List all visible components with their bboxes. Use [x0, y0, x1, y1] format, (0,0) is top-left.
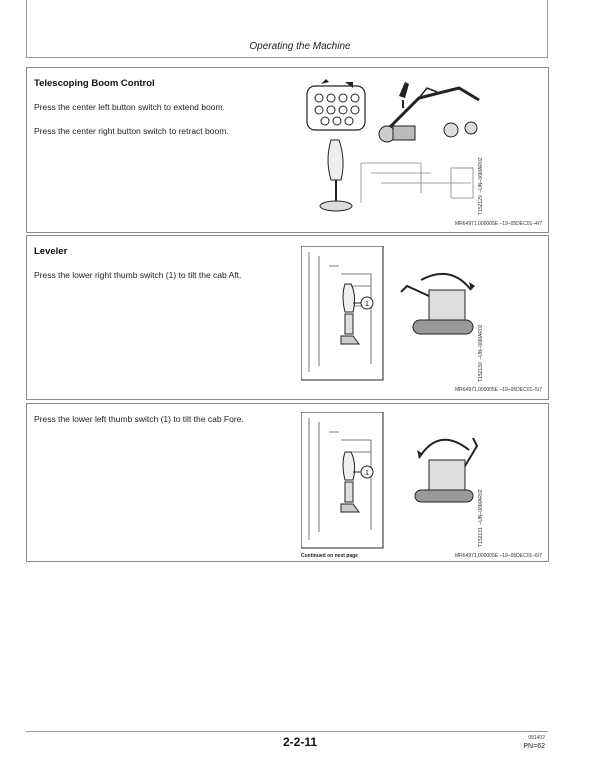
callout-number: 1	[365, 470, 369, 477]
page-number: 2-2-11	[282, 735, 318, 749]
reference-code: MR64971,000005E –19–05DEC01–4/7	[454, 221, 542, 227]
page-header-title: Operating the Machine	[249, 41, 351, 52]
section-title: Telescoping Boom Control	[34, 78, 155, 89]
section-leveler-fore	[26, 403, 549, 562]
figure-code: T152131 –UN–06MAR02	[478, 489, 484, 547]
section-title: Leveler	[34, 246, 68, 257]
section-telescoping-boom	[26, 67, 549, 233]
callout-number: 1	[365, 301, 369, 308]
reference-code: MR64971,000005E –19–05DEC01–6/7	[454, 553, 542, 559]
figure-code: T152130 –UN–06MAR02	[478, 324, 484, 382]
leveler-fore-illustration	[301, 412, 501, 550]
footer-code: 081402	[528, 735, 545, 741]
paragraph: Press the center right button switch to retract boom.	[34, 126, 229, 136]
paragraph: Press the lower right thumb switch (1) to tilt the cab Aft.	[34, 270, 242, 280]
figure-code: T152129 –UN–06MAR02	[478, 157, 484, 215]
section-leveler-aft	[26, 235, 549, 400]
footer-rule	[26, 731, 548, 732]
reference-code: MR64971,000005E –19–05DEC01–5/7	[454, 387, 542, 393]
continued-note: Continued on next page	[301, 553, 358, 559]
footer-pn: PN=62	[523, 743, 545, 750]
paragraph: Press the center left button switch to extend boom.	[34, 102, 225, 112]
leveler-aft-illustration	[301, 246, 501, 382]
boom-control-illustration	[301, 78, 501, 220]
header-rule	[26, 57, 548, 58]
paragraph: Press the lower left thumb switch (1) to tilt the cab Fore.	[34, 414, 244, 424]
